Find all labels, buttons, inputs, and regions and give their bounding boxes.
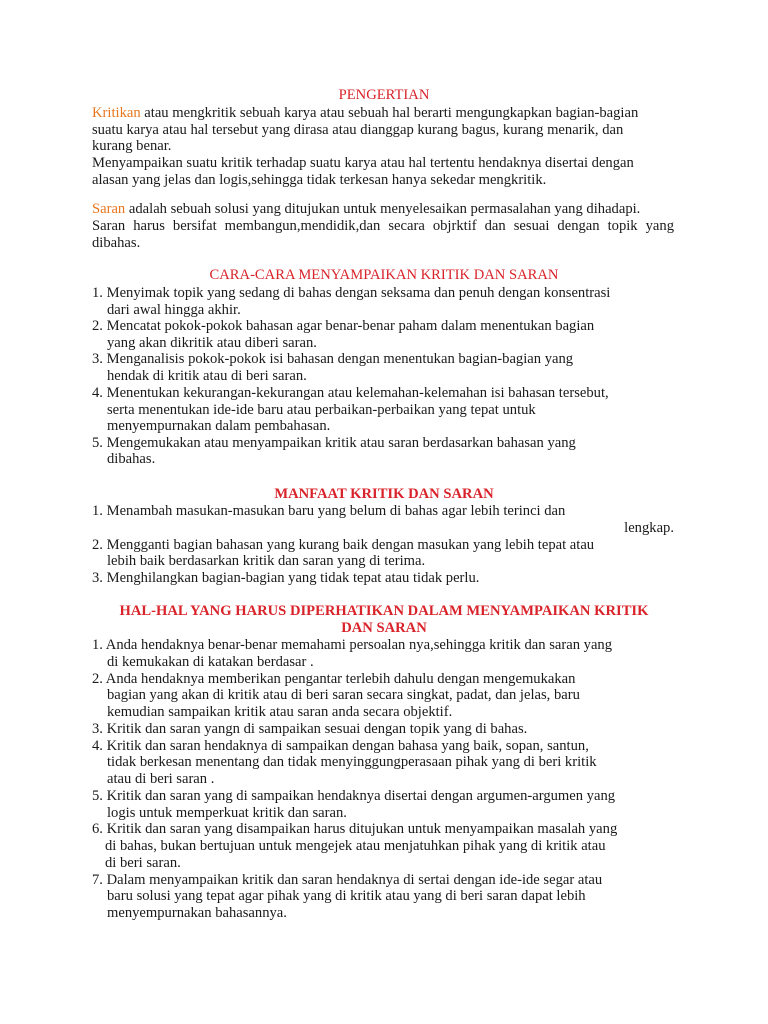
pengertian-p2-line2: alasan yang jelas dan logis,sehingga tidak terkesan hanya sekedar mengkritik. xyxy=(92,172,547,188)
list-item-cont: kemudian sampaikan kritik atau saran anda secara objektif. xyxy=(107,704,453,720)
list-item-cont: menyempurnakan bahasannya. xyxy=(107,905,287,921)
list-item: 2. Anda hendaknya memberikan pengantar terlebih dahulu dengan mengemukakan xyxy=(92,671,576,687)
heading-manfaat: MANFAAT KRITIK DAN SARAN xyxy=(274,486,494,502)
list-item: 3. Menganalisis pokok-pokok isi bahasan dengan menentukan bagian-bagian yang xyxy=(92,351,574,367)
pengertian-p1-line3: kurang benar. xyxy=(92,138,172,154)
list-item-cont: yang akan dikritik atau diberi saran. xyxy=(107,335,317,351)
text: atau mengkritik sebuah karya atau sebuah hal berarti mengungkapkan bagian-bagian xyxy=(140,105,639,121)
list-item: 4. Menentukan kekurangan-kekurangan atau kelemahan-kelemahan isi bahasan tersebut, xyxy=(92,385,609,401)
list-item: 5. Mengemukakan atau menyampaikan kritik atau saran berdasarkan bahasan yang xyxy=(92,435,576,451)
list-item-cont: di kemukakan di katakan berdasar . xyxy=(107,654,314,670)
saran-p-line2: Saran harus bersifat membangun,mendidik,dan secara objrktif dan sesuai dengan topik yang xyxy=(92,218,674,234)
list-item-cont: dari awal hingga akhir. xyxy=(107,302,241,318)
list-item-cont: serta menentukan ide-ide baru atau perbaikan-perbaikan yang tepat untuk xyxy=(107,402,536,418)
keyword-kritikan: Kritikan xyxy=(92,105,141,121)
list-item-cont: lebih baik berdasarkan kritik dan saran yang di terima. xyxy=(107,553,426,569)
list-item: 1. Menyimak topik yang sedang di bahas dengan seksama dan penuh dengan konsentrasi xyxy=(92,285,611,301)
heading-hal-hal-line2: DAN SARAN xyxy=(341,620,427,636)
list-item-cont: logis untuk memperkuat kritik dan saran. xyxy=(107,805,347,821)
keyword-saran: Saran xyxy=(92,201,126,217)
saran-p-line3: dibahas. xyxy=(92,235,141,251)
pengertian-p1-line2: suatu karya atau hal tersebut yang dirasa atau dianggap kurang bagus, kurang menarik, dan xyxy=(92,122,624,138)
list-item-cont: lengkap. xyxy=(624,520,674,536)
list-item: 1. Menambah masukan-masukan baru yang belum di bahas agar lebih terinci dan xyxy=(92,503,566,519)
list-item-cont: dibahas. xyxy=(107,451,156,467)
heading-pengertian: PENGERTIAN xyxy=(338,87,430,103)
list-item: 1. Anda hendaknya benar-benar memahami persoalan nya,sehingga kritik dan saran yang xyxy=(92,637,613,653)
saran-p-line1 xyxy=(92,201,640,218)
list-item-cont: bagian yang akan di kritik atau di beri saran secara singkat, padat, dan jelas, baru xyxy=(107,687,580,703)
list-item: 3. Menghilangkan bagian-bagian yang tidak tepat atau tidak perlu. xyxy=(92,570,480,586)
list-item-cont: atau di beri saran . xyxy=(107,771,215,787)
text: adalah sebuah solusi yang ditujukan untuk menyelesaikan permasalahan yang dihadapi. xyxy=(125,201,641,217)
list-item: 5. Kritik dan saran yang di sampaikan hendaknya disertai dengan argumen-argumen yang xyxy=(92,788,616,804)
pengertian-p2-line1: Menyampaikan suatu kritik terhadap suatu karya atau hal tertentu hendaknya disertai dengan xyxy=(92,155,634,171)
pengertian-p1-line1 xyxy=(92,105,638,122)
list-item: 3. Kritik dan saran yangn di sampaikan sesuai dengan topik yang di bahas. xyxy=(92,721,528,737)
list-item: 2. Mencatat pokok-pokok bahasan agar benar-benar paham dalam menentukan bagian xyxy=(92,318,595,334)
list-item-cont: baru solusi yang tepat agar pihak yang di kritik atau yang di beri saran dapat lebih xyxy=(107,888,586,904)
list-item: 4. Kritik dan saran hendaknya di sampaikan dengan bahasa yang baik, sopan, santun, xyxy=(92,738,589,754)
list-item-cont: di bahas, bukan bertujuan untuk mengejek atau menjatuhkan pihak yang di kritik atau xyxy=(105,838,606,854)
list-item-cont: di beri saran. xyxy=(105,855,181,871)
heading-hal-hal-line1: HAL-HAL YANG HARUS DIPERHATIKAN DALAM MENYAMPAIKAN KRITIK xyxy=(119,603,649,619)
list-item: 6. Kritik dan saran yang disampaikan harus ditujukan untuk menyampaikan masalah yang xyxy=(92,821,618,837)
list-item-cont: tidak berkesan menentang dan tidak menyinggungperasaan pihak yang di beri kritik xyxy=(107,754,597,770)
list-item: 7. Dalam menyampaikan kritik dan saran hendaknya di sertai dengan ide-ide segar atau xyxy=(92,872,603,888)
list-item-cont: hendak di kritik atau di beri saran. xyxy=(107,368,307,384)
list-item: 2. Mengganti bagian bahasan yang kurang baik dengan masukan yang lebih tepat atau xyxy=(92,537,595,553)
list-item-cont: menyempurnakan dalam pembahasan. xyxy=(107,418,331,434)
heading-cara-cara: CARA-CARA MENYAMPAIKAN KRITIK DAN SARAN xyxy=(209,267,559,283)
